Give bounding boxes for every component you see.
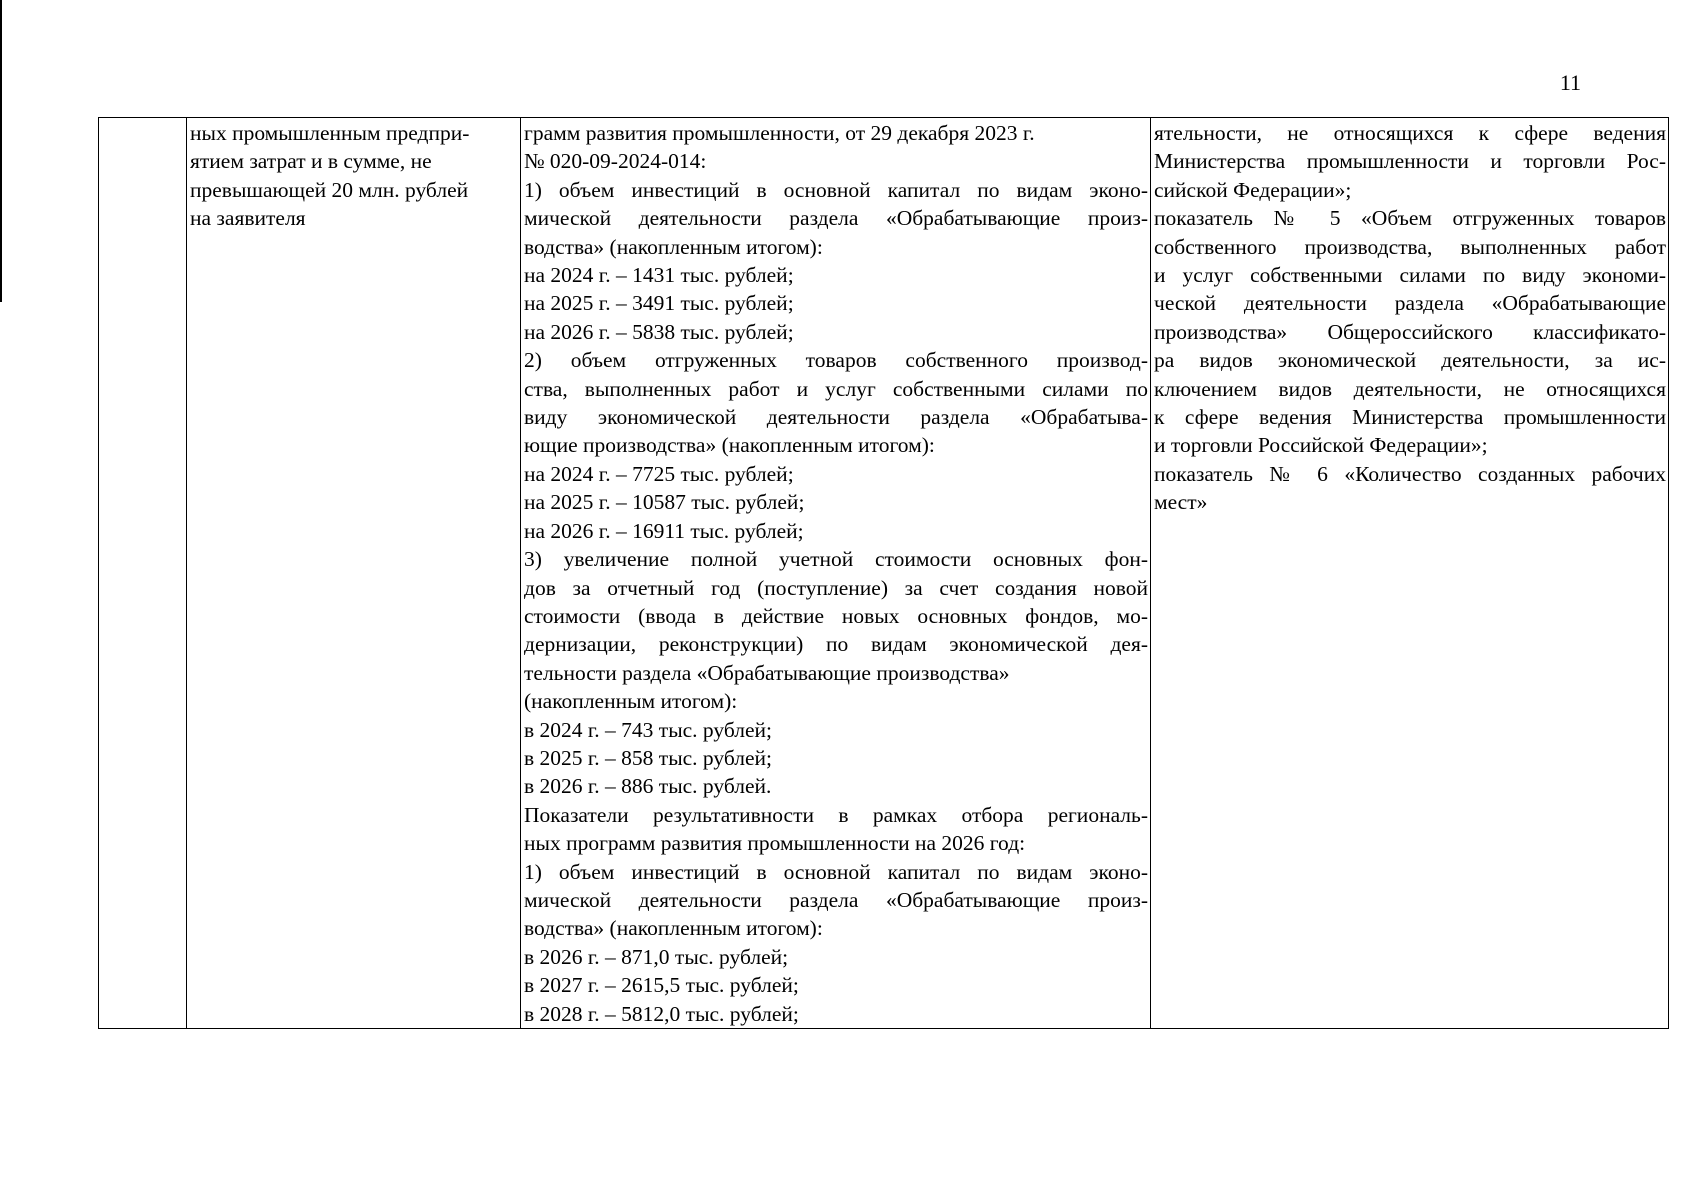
text-line: мической деятельности раздела «Обрабатывающие произ-: [524, 887, 1148, 912]
text-line: и услуг собственными силами по виду экономи-: [1154, 263, 1666, 288]
text-line: на 2026 г. – 16911 тыс. рублей;: [524, 518, 804, 543]
text-line: на 2026 г. – 5838 тыс. рублей;: [524, 319, 794, 344]
text-line: ных промышленным предпри-: [190, 121, 470, 145]
text-line: 3) увеличение полной учетной стоимости основных фон-: [524, 547, 1148, 572]
cell-number: [99, 118, 187, 1029]
text-line: (накопленным итогом):: [524, 689, 738, 714]
text-line: ятельности, не относящихся к сфере ведения: [1154, 121, 1666, 145]
text-line: и торговли Российской Федерации»;: [1154, 433, 1488, 458]
text-line: в 2025 г. – 858 тыс. рублей;: [524, 745, 773, 770]
text-line: грамм развития промышленности, от 29 декабря 2023 г.: [524, 121, 1035, 145]
text-line: водства» (накопленным итогом):: [524, 234, 823, 259]
document-table: [98, 117, 1669, 1029]
text-line: на 2024 г. – 1431 тыс. рублей;: [524, 263, 794, 288]
text-line: в 2024 г. – 743 тыс. рублей;: [524, 717, 773, 742]
text-line: тельности раздела «Обрабатывающие производства»: [524, 660, 1010, 685]
text-line: стоимости (ввода в действие новых основных фондов, мо-: [524, 603, 1148, 628]
text-line: водства» (накопленным итогом):: [524, 916, 823, 941]
text-line: ключением видов деятельности, не относящихся: [1154, 376, 1666, 401]
text-line: на 2024 г. – 7725 тыс. рублей;: [524, 461, 794, 486]
text-line: ятием затрат и в сумме, не: [190, 149, 432, 174]
text-line: ства, выполненных работ и услуг собственными силами по: [524, 376, 1148, 401]
text-line: превышающей 20 млн. рублей: [190, 177, 469, 202]
text-line: ческой деятельности раздела «Обрабатывающие: [1154, 291, 1666, 316]
text-line: виду экономической деятельности раздела «Обрабатыва-: [524, 405, 1148, 430]
text-line: в 2026 г. – 871,0 тыс. рублей;: [524, 944, 789, 969]
text-line: 1) объем инвестиций в основной капитал по видам эконо-: [524, 859, 1148, 884]
text-line: ющие производства» (накопленным итогом):: [524, 433, 935, 458]
text-line: № 020-09-2024-014:: [524, 149, 707, 174]
text-line: производства» Общероссийского классификато-: [1154, 319, 1666, 344]
text-line: показатель № 6 «Количество созданных рабочих: [1154, 461, 1666, 486]
text-line: в 2027 г. – 2615,5 тыс. рублей;: [524, 973, 799, 998]
text-line: Министерства промышленности и торговли Рос-: [1154, 149, 1666, 174]
text-line: Показатели результативности в рамках отбора региональ-: [524, 802, 1148, 827]
text-line: в 2028 г. – 5812,0 тыс. рублей;: [524, 1001, 799, 1026]
page-number: 11: [1559, 70, 1581, 95]
text-line: мической деятельности раздела «Обрабатывающие произ-: [524, 206, 1148, 231]
text-line: 1) объем инвестиций в основной капитал по видам эконо-: [524, 177, 1148, 202]
text-line: к сфере ведения Министерства промышленности: [1154, 405, 1666, 430]
table-row: [99, 118, 1669, 1029]
text-line: ра видов экономической деятельности, за ис-: [1154, 348, 1666, 373]
text-line: ных программ развития промышленности на 2026 год:: [524, 831, 1026, 856]
text-line: на 2025 г. – 3491 тыс. рублей;: [524, 291, 794, 316]
text-line: на 2025 г. – 10587 тыс. рублей;: [524, 490, 805, 515]
text-line: в 2026 г. – 886 тыс. рублей.: [524, 774, 772, 799]
text-line: 2) объем отгруженных товаров собственного производ-: [524, 348, 1148, 373]
text-line: на заявителя: [190, 206, 306, 231]
scan-margin-mark: [0, 0, 2, 302]
cell-indicators: [521, 118, 1151, 1029]
cell-conditions: [187, 118, 521, 1029]
text-line: собственного производства, выполненных работ: [1154, 234, 1666, 259]
text-line: сийской Федерации»;: [1154, 177, 1352, 202]
text-line: мест»: [1154, 490, 1208, 515]
text-line: дов за отчетный год (поступление) за счет создания новой: [524, 575, 1148, 600]
cell-indicator-descriptions: [1151, 118, 1669, 1029]
text-line: дернизации, реконструкции) по видам экономической дея-: [524, 632, 1148, 657]
text-line: показатель № 5 «Объем отгруженных товаров: [1154, 206, 1666, 231]
